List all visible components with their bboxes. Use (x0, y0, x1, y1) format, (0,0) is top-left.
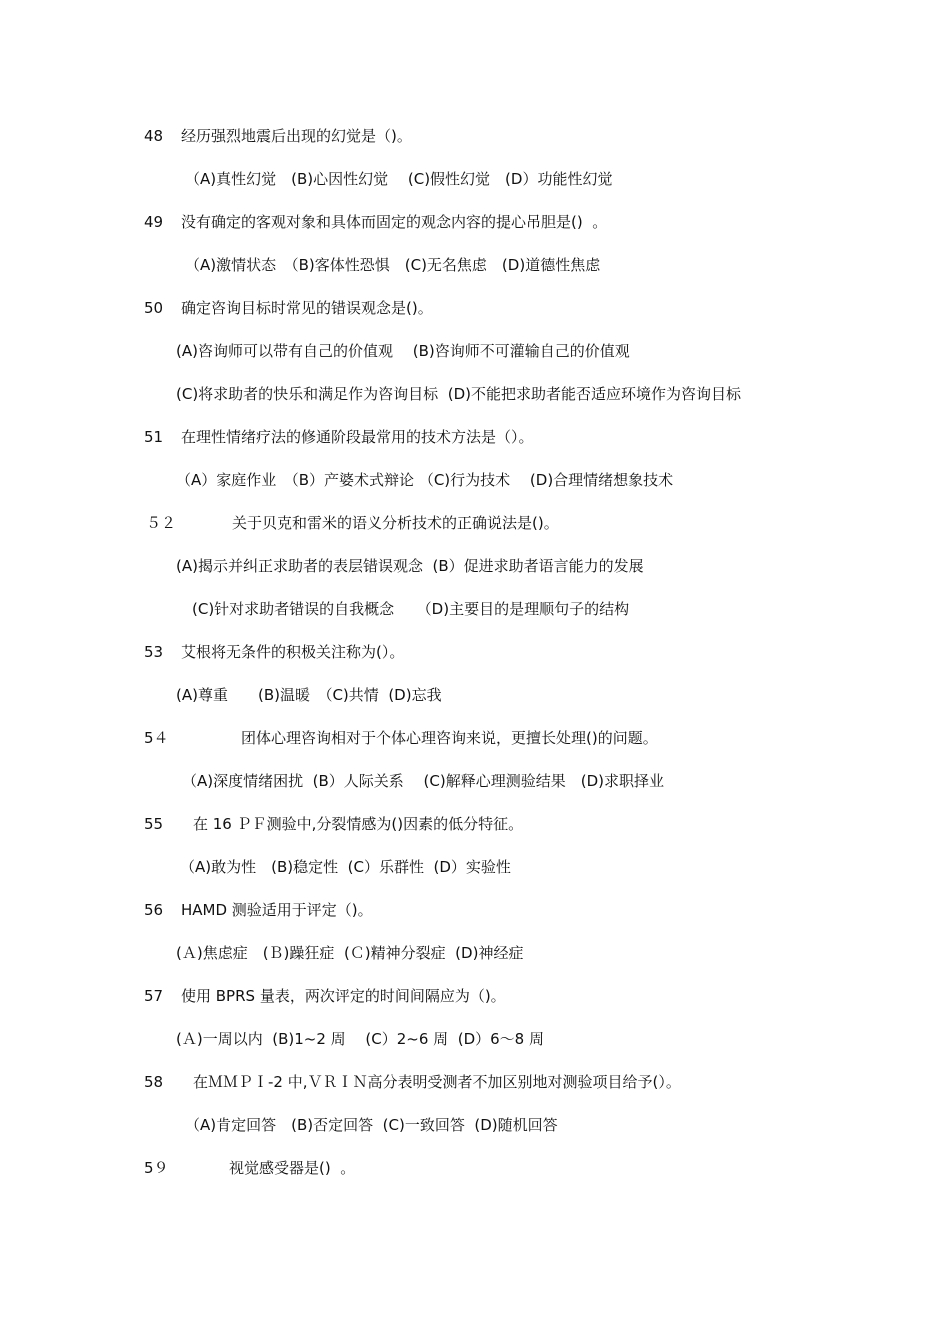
question-number: 5４ (144, 729, 169, 747)
question-stem: 使用 BPRS 量表，两次评定的时间间隔应为（)。 (181, 987, 506, 1005)
question-stem: 在 16 ＰＦ测验中,分裂情感为()因素的低分特征。 (193, 815, 524, 833)
question-number: 58 (144, 1073, 164, 1091)
question-options: (A)咨询师可以带有自己的价值观 (B)咨询师不可灌输自己的价值观 (176, 342, 630, 360)
question-stem: 确定咨询目标时常见的错误观念是()。 (181, 299, 433, 317)
question-options: (C)将求助者的快乐和满足作为咨询目标 (D)不能把求助者能否适应环境作为咨询目标 (176, 385, 741, 403)
question-options: (Ａ)焦虑症 (Ｂ)躁狂症 (Ｃ)精神分裂症 (D)神经症 (176, 944, 524, 962)
question-number: 56 (144, 901, 164, 919)
question-number: 50 (144, 299, 164, 317)
question-stem: 团体心理咨询相对于个体心理咨询来说，更擅长处理()的问题。 (241, 729, 658, 747)
question-options: （A)激情状态 （B)客体性恐惧 (C)无名焦虑 (D)道德性焦虑 (185, 256, 601, 274)
question-number: 5９ (144, 1159, 169, 1177)
question-number: 57 (144, 987, 164, 1005)
question-options: (A)揭示并纠正求助者的表层错误观念 (B）促进求助者语言能力的发展 (176, 557, 644, 575)
question-number: 48 (144, 127, 164, 145)
question-options: （A)深度情绪困扰 (B）人际关系 (C)解释心理测验结果 (D)求职择业 (182, 772, 664, 790)
question-stem: 在理性情绪疗法的修通阶段最常用的技术方法是（）。 (181, 428, 534, 446)
question-number: ５２ (146, 514, 177, 532)
question-options: （A)肯定回答 (B)否定回答 (C)一致回答 (D)随机回答 (185, 1116, 558, 1134)
question-stem: 经历强烈地震后出现的幻觉是（)。 (181, 127, 412, 145)
question-options: （A)真性幻觉 (B)心因性幻觉 (C)假性幻觉 (D）功能性幻觉 (185, 170, 613, 188)
question-options: （A)敢为性 (B)稳定性 (C）乐群性 (D）实验性 (180, 858, 511, 876)
question-stem: HAMD 测验适用于评定（)。 (181, 901, 373, 919)
question-number: 51 (144, 428, 164, 446)
question-options: (A)尊重 (B)温暖 （C)共情 (D)忘我 (176, 686, 442, 704)
question-options: (Ａ)一周以内 (B)1~2 周 (C）2~6 周 (D）6～8 周 (176, 1030, 544, 1048)
question-stem: 关于贝克和雷米的语义分析技术的正确说法是()。 (232, 514, 559, 532)
question-options: (C)针对求助者错误的自我概念 （D)主要目的是理顺句子的结构 (192, 600, 630, 618)
question-options: （A）家庭作业 （B）产婆术式辩论 （C)行为技术 (D)合理情绪想象技术 (176, 471, 674, 489)
question-stem: 艾根将无条件的积极关注称为(）。 (181, 643, 405, 661)
question-number: 53 (144, 643, 164, 661)
question-number: 55 (144, 815, 164, 833)
question-stem: 视觉感受器是() 。 (229, 1159, 356, 1177)
question-stem: 在ＭＭＰＩ-2 中,ＶＲＩＮ高分表明受测者不加区别地对测验项目给予(）。 (193, 1073, 681, 1091)
question-stem: 没有确定的客观对象和具体而固定的观念内容的提心吊胆是() 。 (181, 213, 608, 231)
question-number: 49 (144, 213, 164, 231)
